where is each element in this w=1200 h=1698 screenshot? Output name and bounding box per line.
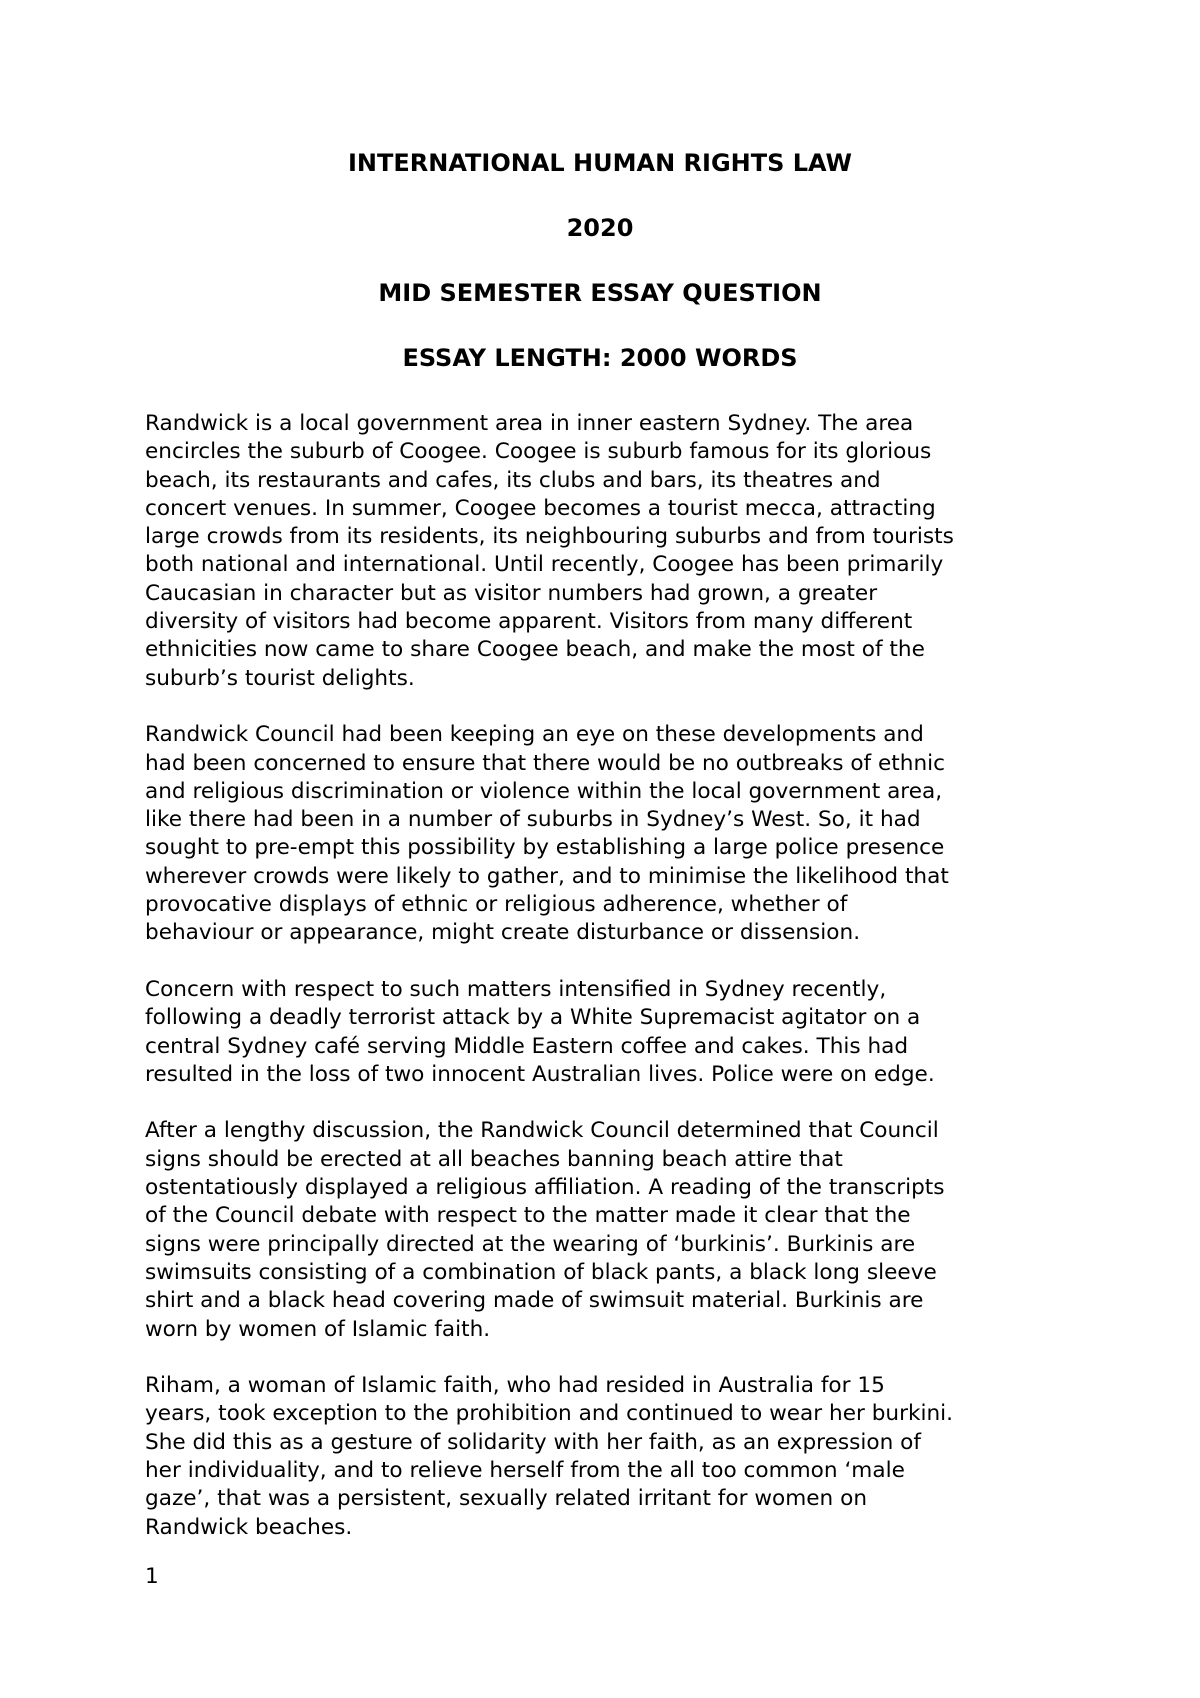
paragraph-council-concern: Randwick Council had been keeping an eye on these developments and had been concerned to ensure that there would be no outbreaks of ethnic and religious discrimination or violence within the local government area, like there had been in a number of suburbs in Sydney’s West. So, it had sought to pre-empt this possibility by establishing a large police presence wherever crowds were likely to gather, and to minimise the likelihood that provocative displays of ethnic or religious adherence, whether of behaviour or appearance, might create disturbance or dissension. [145, 722, 949, 946]
year-heading: 2020 [566, 214, 634, 242]
paragraph-terrorist-attack: Concern with respect to such matters intensified in Sydney recently, following a deadly terrorist attack by a White Supremacist agitator on a central Sydney café serving Middle Eastern coffee and cakes. This had resulted in the loss of two innocent Australian lives. Police were on edge. [145, 976, 935, 1087]
essay-body [145, 410, 1085, 1570]
essay-length-heading: ESSAY LENGTH: 2000 WORDS [402, 344, 798, 372]
course-title: INTERNATIONAL HUMAN RIGHTS LAW [347, 149, 852, 177]
paragraph-randwick-coogee: Randwick is a local government area in inner eastern Sydney. The area encircles the suburb of Coogee. Coogee is suburb famous for its glorious beach, its restaurants and cafes, its clubs and bars, its theatres and concert venues. In summer, Coogee becomes a tourist mecca, attracting large crowds from its residents, its neighbouring suburbs and from tourists both national and international. Until recently, Coogee has been primarily Caucasian in character but as visitor numbers had grown, a greater diversity of visitors had become apparent. Visitors from many different ethnicities now came to share Coogee beach, and make the most of the suburb’s tourist delights. [145, 411, 954, 691]
title-block [0, 148, 1200, 408]
paragraph-riham: Riham, a woman of Islamic faith, who had resided in Australia for 15 years, took exception to the prohibition and continued to wear her burkini. She did this as a gesture of solidarity with her faith, as an expression of her individuality, and to relieve herself from the all too common ‘male gaze’, that was a persistent, sexually related irritant for women on Randwick beaches. [145, 1373, 954, 1540]
paragraph-council-signs: After a lengthy discussion, the Randwick Council determined that Council signs should be erected at all beaches banning beach attire that ostentatiously displayed a religious affiliation. A reading of the transcripts of the Council debate with respect to the matter made it clear that the signs were principally directed at the wearing of ‘burkinis’. Burkinis are swimsuits consisting of a combination of black pants, a black long sleeve shirt and a black head covering made of swimsuit material. Burkinis are worn by women of Islamic faith. [145, 1118, 945, 1342]
page-number: 1 [145, 1564, 159, 1589]
essay-question-heading: MID SEMESTER ESSAY QUESTION [378, 279, 822, 307]
